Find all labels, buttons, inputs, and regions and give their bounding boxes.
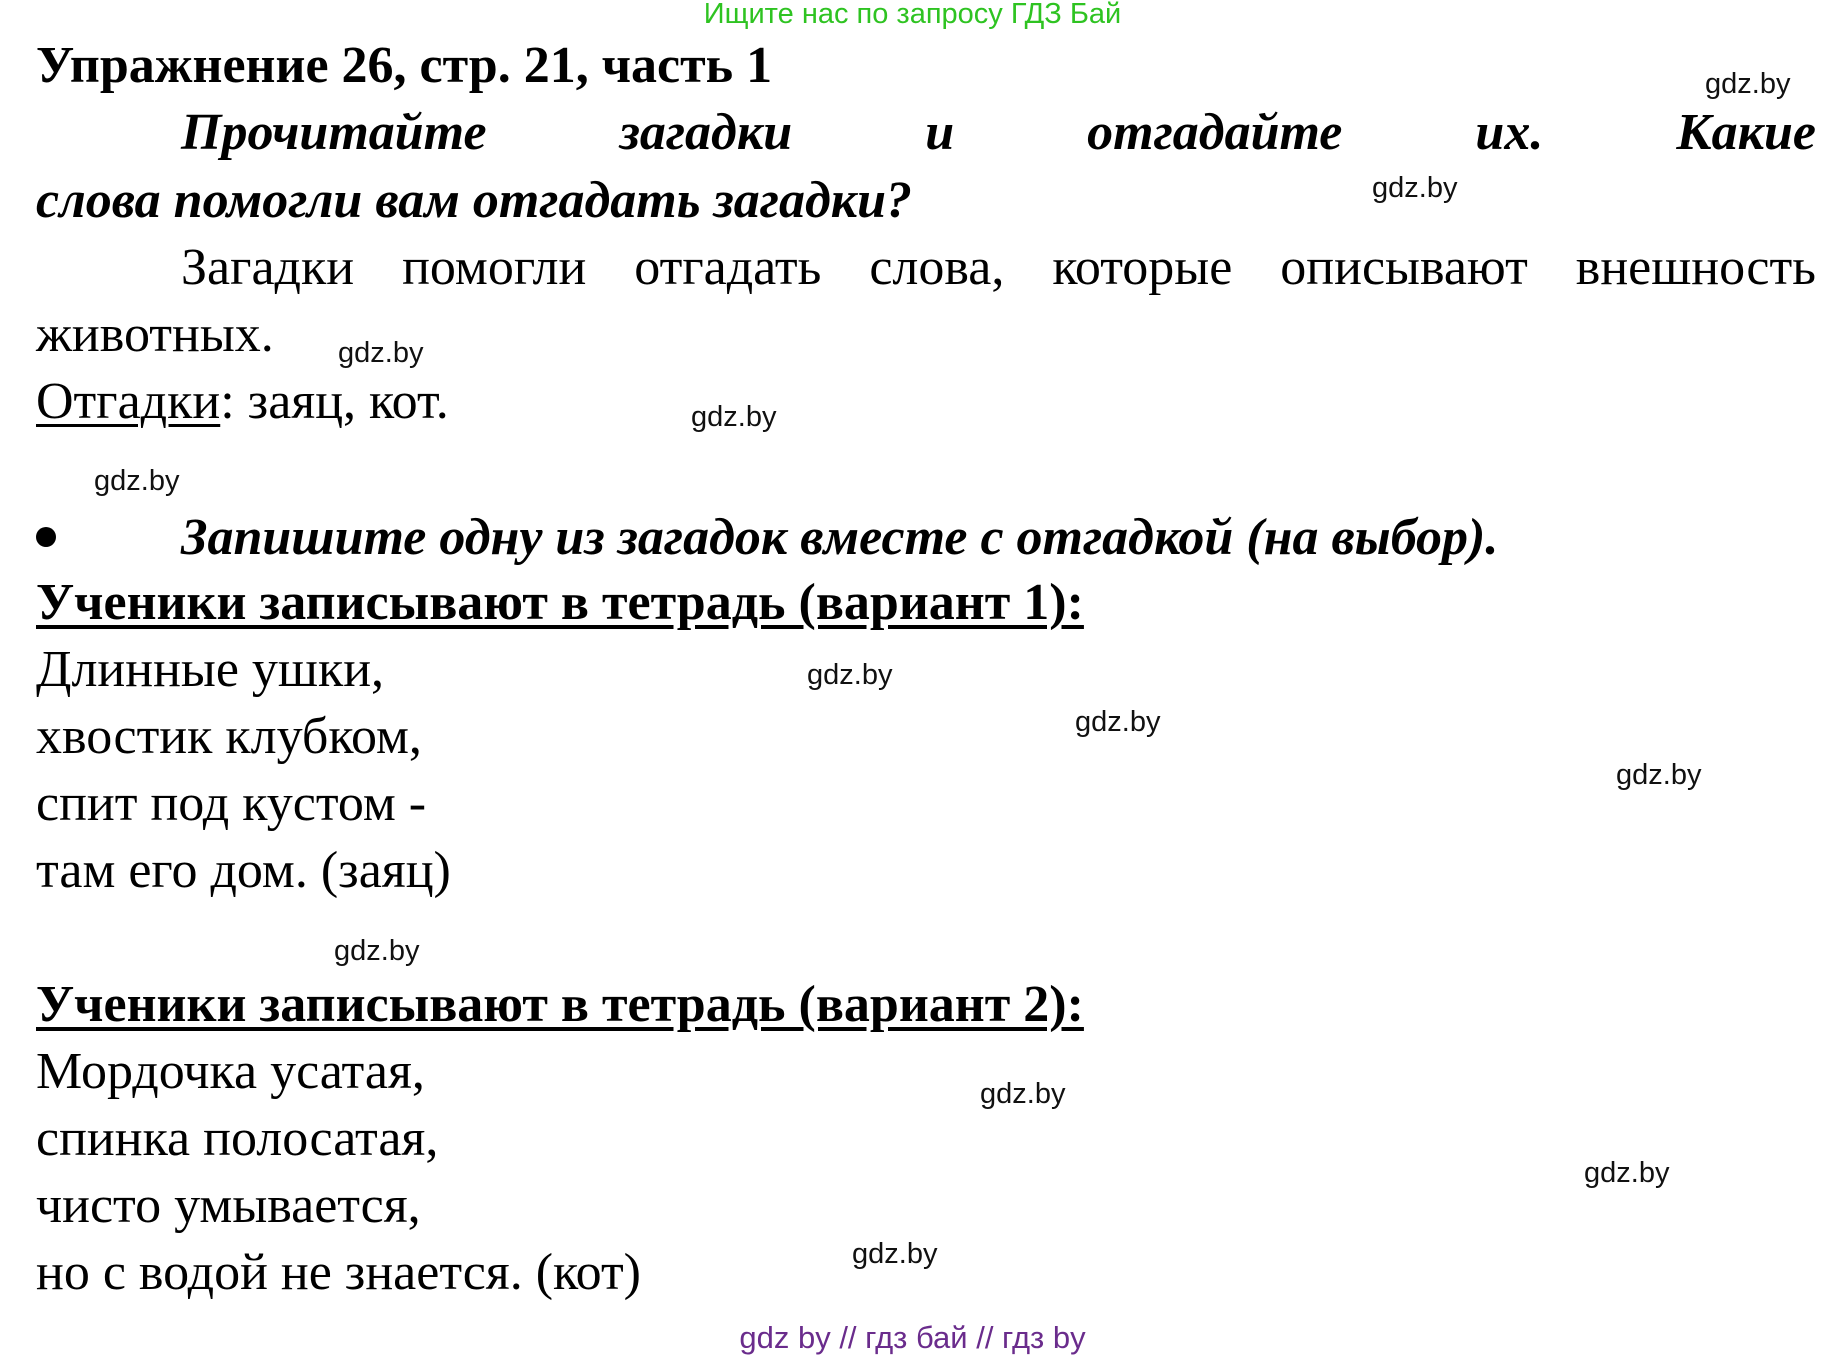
answers-value: : заяц, кот. <box>220 373 449 430</box>
watermark: gdz.by <box>691 401 777 433</box>
poem-1-line: Длинные ушки, <box>36 641 385 698</box>
poem-1-line: хвостик клубком, <box>36 708 422 765</box>
poem-2-line: спинка полосатая, <box>36 1110 439 1167</box>
variant-2-heading: Ученики записывают в тетрадь (вариант 2): <box>36 976 1084 1033</box>
task-word: загадки <box>619 104 793 161</box>
exercise-title: Упражнение 26, стр. 21, часть 1 <box>36 37 773 94</box>
task-word: Какие <box>1676 104 1816 161</box>
answer-word: слова, <box>869 239 1005 296</box>
watermark: gdz.by <box>1075 706 1161 738</box>
task-word: их. <box>1475 104 1544 161</box>
answer-line-1 <box>36 238 1816 297</box>
watermark: gdz.by <box>852 1238 938 1270</box>
riddle-answers <box>36 372 449 431</box>
task-word: и <box>925 104 955 161</box>
task-word: Прочитайте <box>181 104 487 161</box>
watermark: gdz.by <box>1705 68 1791 100</box>
poem-2-line: Мордочка усатая, <box>36 1043 425 1100</box>
poem-2-line: чисто умывается, <box>36 1177 421 1234</box>
task-line-2: слова помогли вам отгадать загадки? <box>36 172 913 229</box>
poem-1-line: спит под кустом - <box>36 775 427 832</box>
watermark: gdz.by <box>94 465 180 497</box>
footer-links: gdz by // гдз бай // гдз by <box>739 1320 1086 1355</box>
task-line-1 <box>36 103 1816 162</box>
answer-word: помогли <box>402 239 587 296</box>
answer-word: которые <box>1052 239 1233 296</box>
watermark: gdz.by <box>1584 1157 1670 1189</box>
search-banner: Ищите нас по запросу ГДЗ Бай <box>703 0 1122 30</box>
watermark: gdz.by <box>807 659 893 691</box>
bullet-icon <box>36 527 56 547</box>
answer-word: внешность <box>1575 239 1816 296</box>
answer-word: Загадки <box>181 239 355 296</box>
answers-label: Отгадки <box>36 373 221 430</box>
poem-2-line: но с водой не знается. (кот) <box>36 1244 641 1301</box>
watermark: gdz.by <box>338 337 424 369</box>
answer-word: отгадать <box>634 239 822 296</box>
answer-line-2: животных. <box>36 306 274 363</box>
watermark: gdz.by <box>1616 759 1702 791</box>
variant-1-heading: Ученики записывают в тетрадь (вариант 1): <box>36 574 1084 631</box>
watermark: gdz.by <box>980 1078 1066 1110</box>
watermark: gdz.by <box>334 935 420 967</box>
watermark: gdz.by <box>1372 172 1458 204</box>
write-task: Запишите одну из загадок вместе с отгадкой (на выбор). <box>181 509 1499 566</box>
answer-word: описывают <box>1280 239 1528 296</box>
poem-1-line: там его дом. (заяц) <box>36 842 451 899</box>
task-word: отгадайте <box>1087 104 1343 161</box>
